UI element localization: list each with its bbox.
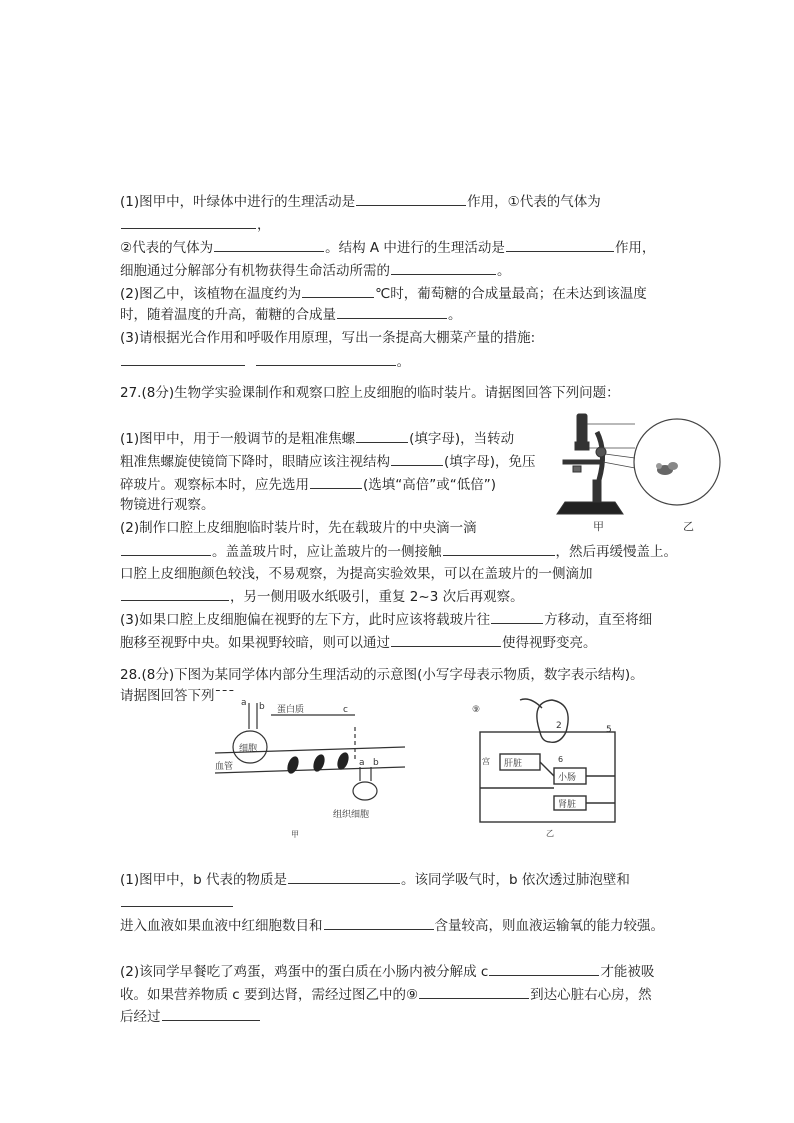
- label-a-2: a: [359, 758, 365, 768]
- answer-blank[interactable]: [391, 451, 443, 466]
- alveolus-figure: [215, 695, 415, 840]
- q26-text: 作用，①代表的气体为: [467, 194, 601, 210]
- q26-text: 时，随着温度的升高，葡糖的合成量: [120, 307, 336, 323]
- label-tissue-cell: 组织细胞: [333, 810, 370, 820]
- q26-text: ，: [257, 217, 271, 233]
- label-blood-vessel: 血管: [215, 762, 234, 772]
- q26-text: 。: [396, 354, 411, 370]
- answer-blank[interactable]: [356, 191, 466, 206]
- answer-blank[interactable]: [288, 869, 400, 884]
- answer-blank[interactable]: [121, 892, 233, 907]
- q26-text: ℃时，葡萄糖的合成量最高；在未达到该温度: [375, 286, 647, 302]
- field-of-view: [634, 419, 720, 505]
- q26-line5: [120, 283, 647, 304]
- q28-line2: [120, 892, 234, 913]
- q27-line2: 粗准焦螺旋使镜筒下降时，眼睛应该注视结构 (填字母)，免压: [120, 451, 536, 472]
- rbc-1: [285, 755, 301, 775]
- answer-blank[interactable]: [162, 1006, 260, 1021]
- label-kidney: 肾脏: [558, 800, 577, 810]
- circulation-figure: [470, 692, 630, 840]
- label-ga: 宫: [482, 757, 490, 766]
- q27-line3: 碎玻片。观察标本时，应先选用 (选填“高倍”或“低倍”): [120, 474, 496, 495]
- label-5: 5: [606, 725, 612, 735]
- q27-line5: (2)制作口腔上皮细胞临时装片时，先在载玻片的中央滴一滴: [120, 520, 477, 536]
- q27-line10: 胞移至视野中央。如果视野较暗，则可以通过 使得视野变亮。: [120, 632, 597, 653]
- answer-blank[interactable]: [391, 632, 501, 647]
- q26-line1: [120, 191, 601, 212]
- label-cell: 细胞: [239, 744, 258, 754]
- heart-icon: [537, 700, 568, 742]
- answer-blank[interactable]: [121, 214, 256, 229]
- rbc-3: [335, 751, 351, 771]
- q26-line6: [120, 304, 462, 325]
- label-b: b: [259, 702, 265, 712]
- red-blood-cells: [285, 751, 351, 775]
- q27-line9: (3)如果口腔上皮细胞偏在视野的左下方，此时应该将载玻片往 方移动，直至将细: [120, 609, 652, 630]
- circuit-outer: [480, 732, 615, 822]
- answer-blank[interactable]: [121, 586, 229, 601]
- q28-line3: 进入血液如果血液中红细胞数目和 含量较高，则血液运输氧的能力较强。: [120, 915, 664, 936]
- q26-line2: [120, 214, 271, 235]
- q27-line1: (1)图甲中，用于一般调节的是粗准焦螺 (填字母)，当转动: [120, 428, 514, 449]
- answer-blank[interactable]: [310, 474, 362, 489]
- label-intestine: 小肠: [558, 773, 577, 783]
- caption-yi: 乙: [546, 829, 554, 838]
- microscope-figure: [555, 402, 730, 537]
- answer-blank[interactable]: [302, 283, 374, 298]
- q28-line1: (1)图甲中，b 代表的物质是 。该同学吸气时，b 依次透过肺泡壁和: [120, 869, 630, 890]
- q26-text: (1)图甲中，叶绿体中进行的生理活动是: [120, 194, 356, 210]
- caption-jia: 甲: [593, 520, 604, 533]
- q27-line8: ，另一侧用吸水纸吸引，重复 2~3 次后再观察。: [120, 586, 524, 607]
- q26-text: 细胞通过分解部分有机物获得生命活动所需的: [120, 263, 390, 279]
- tissue-cell: [353, 782, 377, 800]
- q26-text: (2)图乙中，该植物在温度约为: [120, 286, 302, 302]
- q26-line4: [120, 260, 511, 281]
- q28-title2: 请据图回答下列¯¯¯: [120, 688, 235, 704]
- answer-blank[interactable]: [121, 351, 245, 366]
- label-9: ⑨: [472, 705, 481, 715]
- answer-blank[interactable]: [491, 609, 543, 624]
- caption-jia: 甲: [291, 830, 299, 839]
- answer-blank[interactable]: [391, 260, 496, 275]
- q27-line6: 。盖盖玻片时，应让盖玻片的一侧接触 ，然后再缓慢盖上。: [120, 541, 677, 562]
- q26-text: 。: [497, 263, 511, 279]
- label-6: 6: [558, 755, 564, 764]
- answer-blank[interactable]: [324, 915, 434, 930]
- answer-blank[interactable]: [489, 961, 599, 976]
- answer-blank[interactable]: [337, 304, 447, 319]
- label-c: c: [343, 705, 348, 715]
- q27-title: 27.(8分)生物学实验课制作和观察口腔上皮细胞的临时装片。请据图回答下列问题：: [120, 385, 620, 401]
- q27-line7: 口腔上皮细胞颜色较浅，不易观察，为提高实验效果，可以在盖玻片的一侧滴加: [120, 566, 593, 582]
- label-b-2: b: [373, 758, 379, 768]
- q26-text: 。: [448, 307, 462, 323]
- answer-blank[interactable]: [419, 984, 529, 999]
- label-a: a: [241, 698, 247, 708]
- answer-blank[interactable]: [506, 237, 614, 252]
- q26-line3: [120, 237, 655, 258]
- answer-blank[interactable]: [356, 428, 408, 443]
- answer-blank[interactable]: [214, 237, 324, 252]
- q26-text: 作用，: [614, 240, 656, 256]
- answer-blank[interactable]: [256, 351, 396, 366]
- q26-text: (3)请根据光合作用和呼吸作用原理，写出一条提高大棚菜产量的措施:: [120, 330, 536, 346]
- label-liver: 肝脏: [504, 759, 523, 769]
- label-2: 2: [556, 721, 562, 731]
- answer-blank[interactable]: [443, 541, 555, 556]
- q26-line7: [120, 328, 535, 348]
- q26-text: ②代表的气体为: [120, 240, 214, 256]
- q26-line8: [120, 351, 410, 372]
- answer-blank[interactable]: [121, 541, 211, 556]
- q27-line4: 物镜进行观察。: [120, 497, 215, 513]
- q26-text: 。结构 A 中进行的生理活动是: [325, 240, 505, 256]
- q28-line5: 收。如果营养物质 c 要到达肾，需经过图乙中的⑨ 到达心脏右心房，然: [120, 984, 652, 1005]
- q28-line4: (2)该同学早餐吃了鸡蛋，鸡蛋中的蛋白质在小肠内被分解成 c 才能被吸: [120, 961, 654, 982]
- label-protein: 蛋白质: [277, 705, 305, 715]
- cell-cluster-icon: [656, 462, 678, 475]
- q28-title: 28.(8分)下图为某同学体内部分生理活动的示意图(小写字母表示物质，数字表示结构)。: [120, 667, 644, 683]
- q28-line6: 后经过: [120, 1006, 261, 1027]
- caption-yi: 乙: [683, 520, 694, 533]
